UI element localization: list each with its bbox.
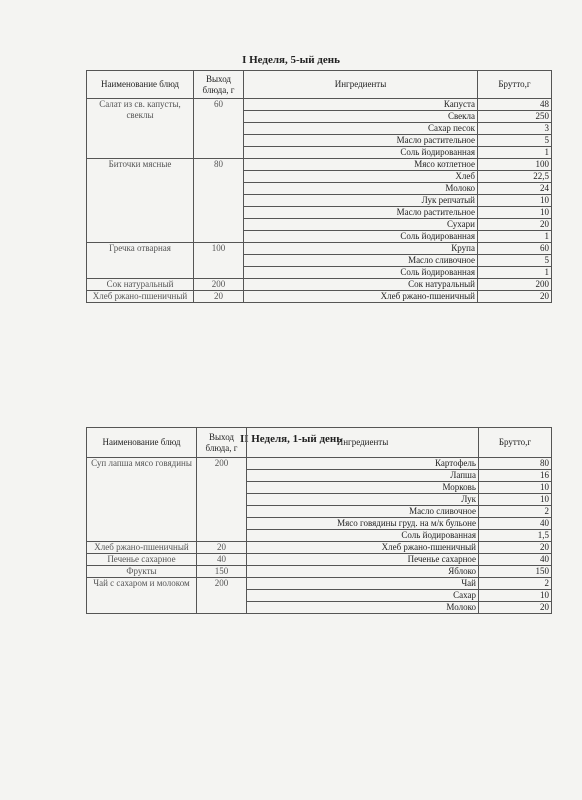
dish-name: Фрукты [87, 566, 197, 578]
header-yield: Выход блюда, г [194, 71, 244, 99]
ingredient-gross: 20 [478, 219, 552, 231]
ingredient-name: Хлеб ржано-пшеничный [244, 291, 478, 303]
ingredient-name: Молоко [244, 183, 478, 195]
ingredient-gross: 10 [479, 590, 552, 602]
ingredient-name: Масло растительное [244, 207, 478, 219]
ingredient-gross: 2 [479, 506, 552, 518]
header-yield: Выход блюда, г [197, 428, 247, 458]
ingredient-name: Сахар песок [244, 123, 478, 135]
header-gross: Брутто,г [478, 71, 552, 99]
ingredient-gross: 3 [478, 123, 552, 135]
table-row [87, 458, 552, 470]
ingredient-name: Картофель [247, 458, 479, 470]
ingredient-gross: 1 [478, 147, 552, 159]
dish-name: Сок натуральный [87, 279, 194, 291]
dish-yield: 40 [197, 554, 247, 566]
ingredient-name: Масло сливочное [244, 255, 478, 267]
ingredient-gross: 60 [478, 243, 552, 255]
ingredient-gross: 10 [479, 494, 552, 506]
table-row [87, 291, 552, 303]
ingredient-gross: 150 [479, 566, 552, 578]
ingredient-name: Сахар [247, 590, 479, 602]
ingredient-name: Сухари [244, 219, 478, 231]
ingredient-gross: 1 [478, 231, 552, 243]
ingredient-name: Мясо говядины груд. на м/к бульоне [247, 518, 479, 530]
table-row [87, 578, 552, 590]
table-row [87, 243, 552, 255]
table-row [87, 566, 552, 578]
dish-yield: 80 [194, 159, 244, 243]
ingredient-gross: 100 [478, 159, 552, 171]
ingredient-gross: 1 [478, 267, 552, 279]
dish-yield: 60 [194, 99, 244, 159]
ingredient-name: Хлеб ржано-пшеничный [247, 542, 479, 554]
ingredient-gross: 22,5 [478, 171, 552, 183]
dish-name: Суп лапша мясо говядины [87, 458, 197, 542]
ingredient-name: Сок натуральный [244, 279, 478, 291]
header-dish: Наименование блюд [87, 71, 194, 99]
dish-name: Хлеб ржано-пшеничный [87, 542, 197, 554]
dish-yield: 20 [194, 291, 244, 303]
ingredient-gross: 80 [479, 458, 552, 470]
ingredient-gross: 20 [479, 602, 552, 614]
week2-title: II Неделя, 1-ый день [239, 433, 343, 445]
ingredient-gross: 10 [478, 195, 552, 207]
ingredient-gross: 5 [478, 135, 552, 147]
dish-name: Печенье сахарное [87, 554, 197, 566]
dish-yield: 200 [194, 279, 244, 291]
header-ingredients: Ингредиенты [247, 428, 479, 458]
table-header-row [87, 428, 552, 458]
table-row [87, 542, 552, 554]
ingredient-gross: 5 [478, 255, 552, 267]
ingredient-gross: 10 [479, 482, 552, 494]
ingredient-gross: 250 [478, 111, 552, 123]
ingredient-gross: 40 [479, 518, 552, 530]
ingredient-gross: 20 [479, 542, 552, 554]
week1-menu-table [86, 70, 552, 303]
ingredient-gross: 24 [478, 183, 552, 195]
ingredient-name: Печенье сахарное [247, 554, 479, 566]
ingredient-gross: 200 [478, 279, 552, 291]
table-row [87, 159, 552, 171]
ingredient-gross: 48 [478, 99, 552, 111]
header-dish: Наименование блюд [87, 428, 197, 458]
dish-yield: 20 [197, 542, 247, 554]
ingredient-gross: 10 [478, 207, 552, 219]
ingredient-name: Крупа [244, 243, 478, 255]
dish-yield: 200 [197, 458, 247, 542]
ingredient-gross: 16 [479, 470, 552, 482]
table-row [87, 99, 552, 111]
week1-title: I Неделя, 5-ый день [242, 54, 340, 66]
table-row [87, 554, 552, 566]
dish-yield: 150 [197, 566, 247, 578]
ingredient-name: Мясо котлетное [244, 159, 478, 171]
ingredient-name: Лук [247, 494, 479, 506]
dish-name: Гречка отварная [87, 243, 194, 279]
ingredient-name: Соль йодированная [244, 267, 478, 279]
ingredient-name: Масло сливочное [247, 506, 479, 518]
ingredient-name: Соль йодированная [244, 231, 478, 243]
ingredient-name: Хлеб [244, 171, 478, 183]
dish-name: Биточки мясные [87, 159, 194, 243]
table-header-row [87, 71, 552, 99]
dish-yield: 200 [197, 578, 247, 614]
header-ingredients: Ингредиенты [244, 71, 478, 99]
dish-name: Хлеб ржано-пшеничный [87, 291, 194, 303]
ingredient-name: Молоко [247, 602, 479, 614]
dish-name: Салат из св. капусты, свеклы [87, 99, 194, 159]
ingredient-name: Лапша [247, 470, 479, 482]
ingredient-gross: 20 [478, 291, 552, 303]
table-row [87, 279, 552, 291]
ingredient-name: Чай [247, 578, 479, 590]
week2-menu-table [86, 427, 552, 614]
ingredient-name: Свекла [244, 111, 478, 123]
ingredient-name: Морковь [247, 482, 479, 494]
ingredient-gross: 1,5 [479, 530, 552, 542]
dish-name: Чай с сахаром и молоком [87, 578, 197, 614]
ingredient-name: Яблоко [247, 566, 479, 578]
ingredient-name: Масло растительное [244, 135, 478, 147]
dish-yield: 100 [194, 243, 244, 279]
ingredient-name: Лук репчатый [244, 195, 478, 207]
ingredient-name: Капуста [244, 99, 478, 111]
ingredient-name: Соль йодированная [247, 530, 479, 542]
ingredient-gross: 40 [479, 554, 552, 566]
ingredient-name: Соль йодированная [244, 147, 478, 159]
ingredient-gross: 2 [479, 578, 552, 590]
header-gross: Брутто,г [479, 428, 552, 458]
